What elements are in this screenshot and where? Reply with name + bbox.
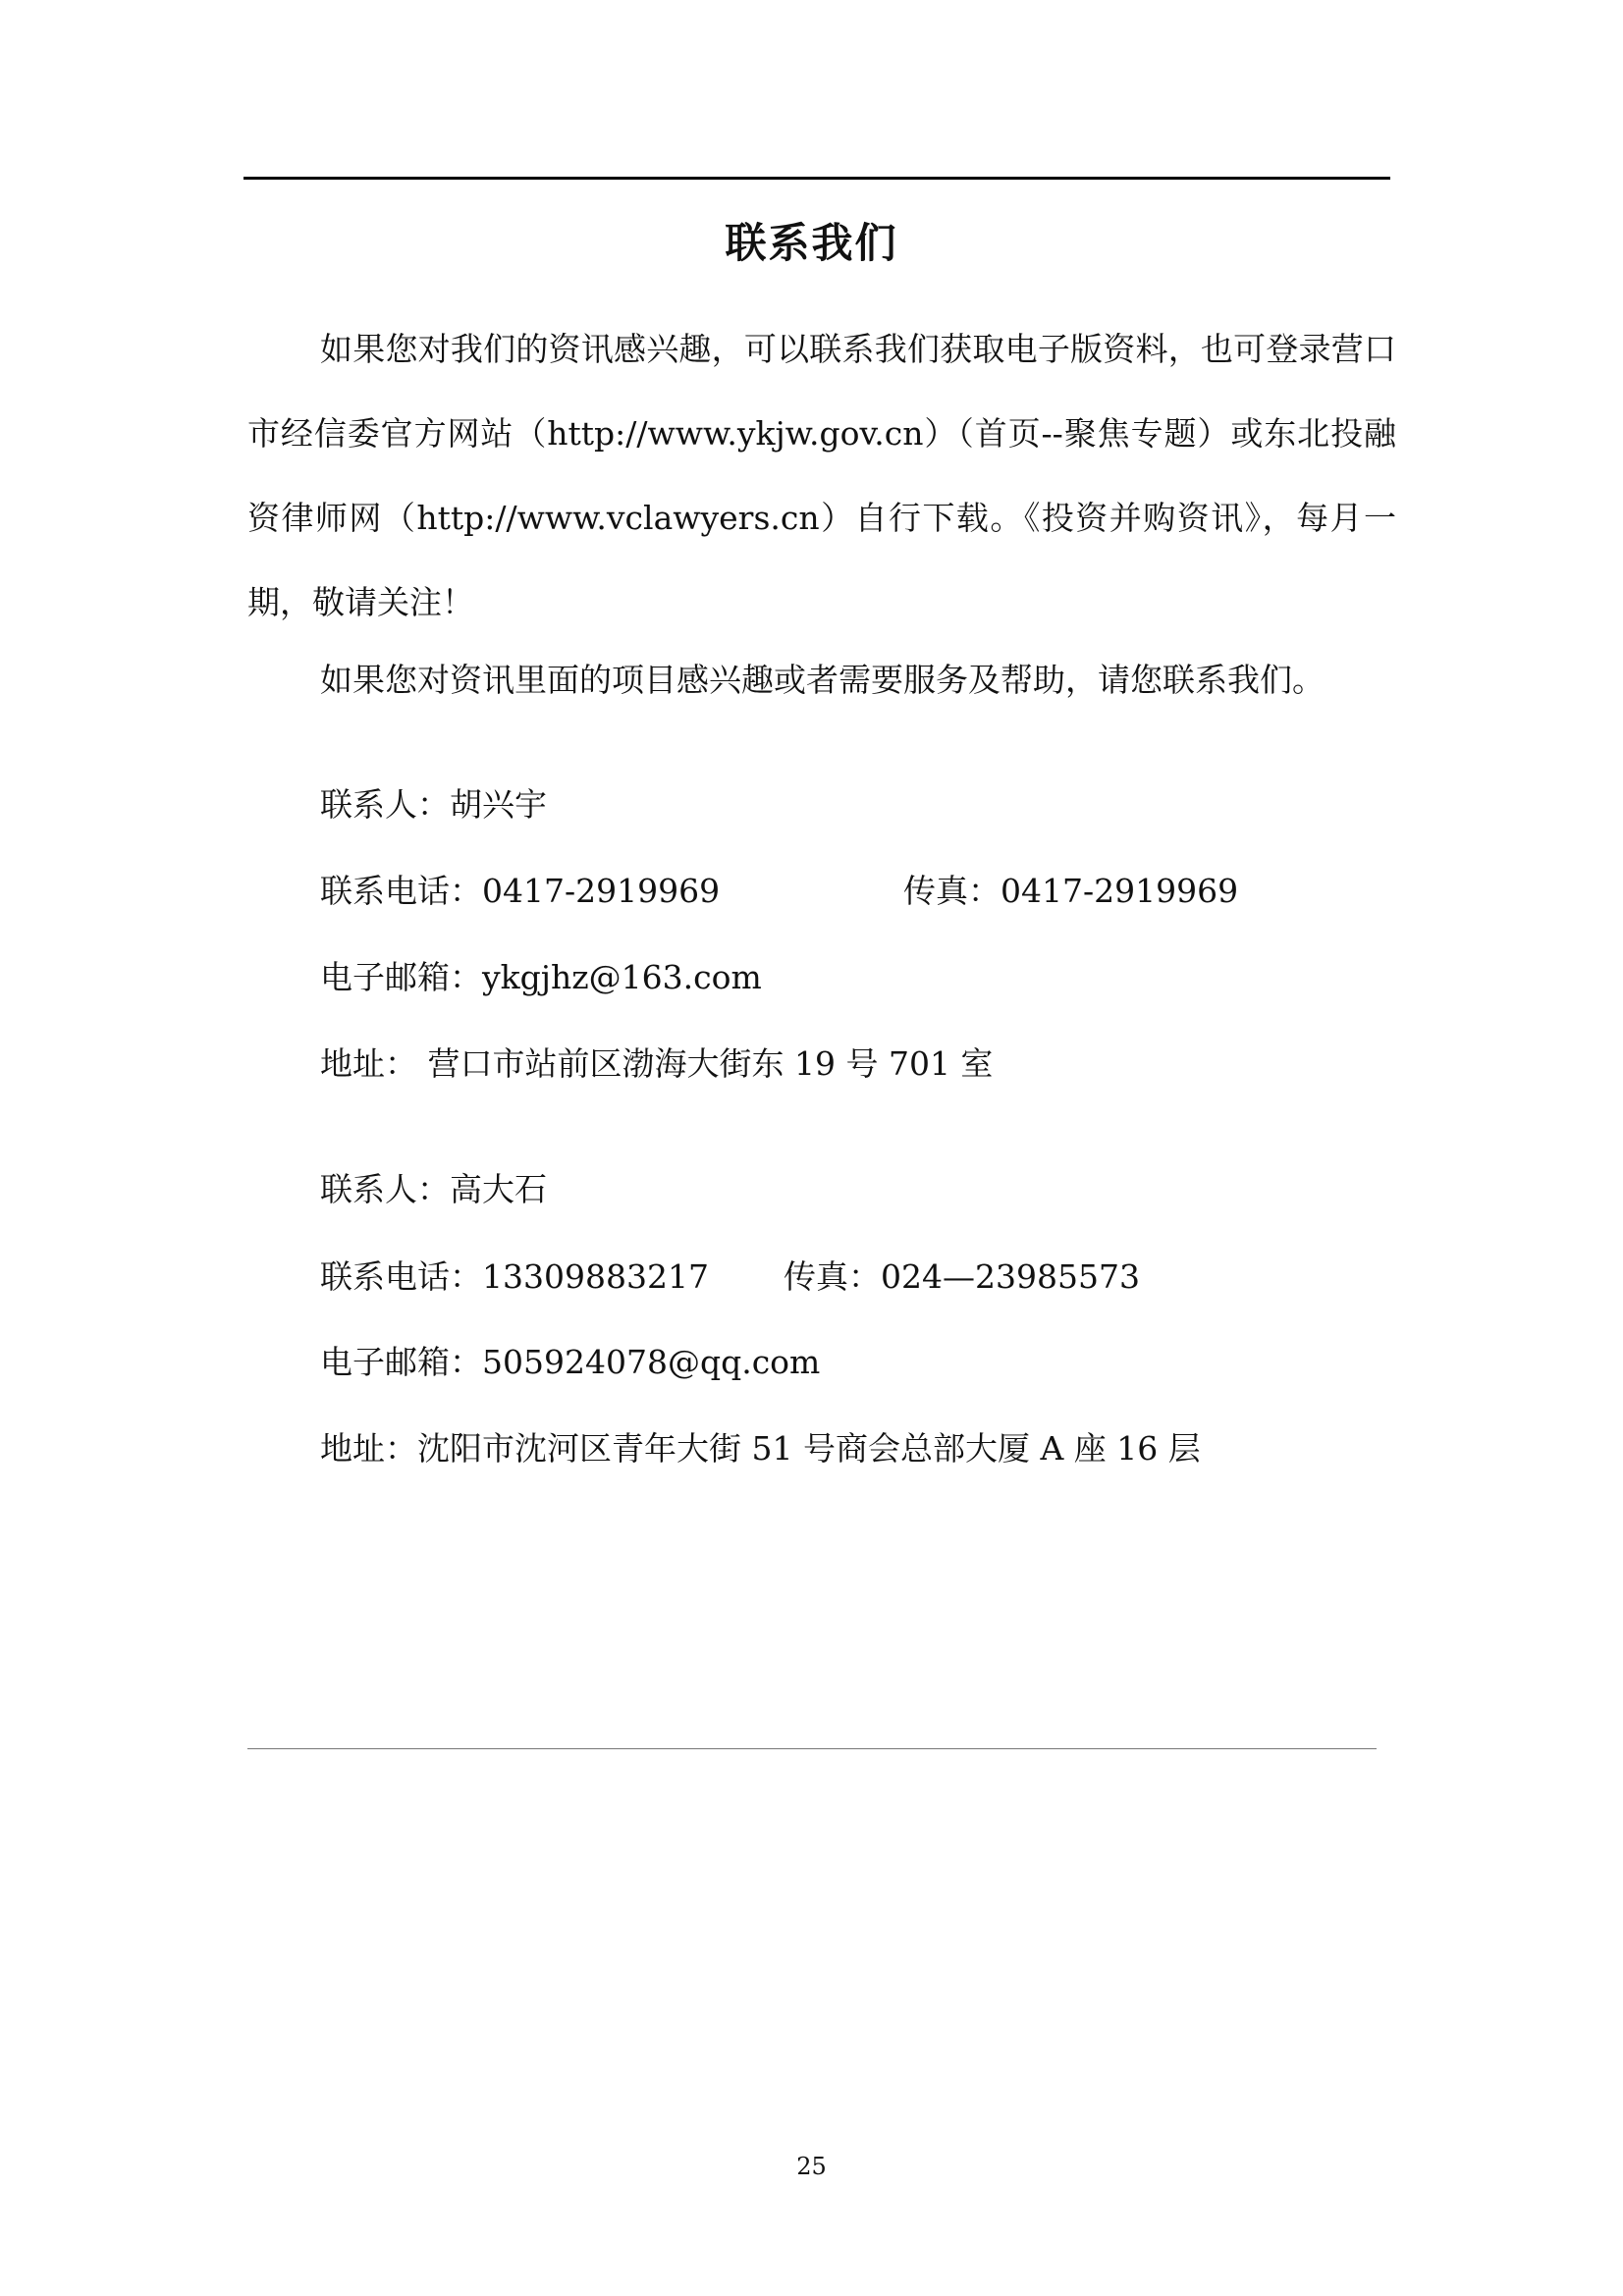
page-number: 25 [796,2153,827,2180]
header-rule [243,177,1390,180]
contact-2-fax: 传真：024—23985573 [784,1257,1140,1296]
contact-2-phone: 联系电话：13309883217 [320,1257,709,1296]
contact-1-phone: 联系电话：0417-2919969 [320,872,721,910]
contact-1-fax: 传真：0417-2919969 [903,872,1239,910]
contact-2-person: 联系人：高大石 [320,1170,547,1208]
contact-1-email: 电子邮箱：ykgjhz@163.com [320,958,762,996]
contact-1-address: 地址： 营口市站前区渤海大街东 19 号 701 室 [320,1044,994,1083]
contact-1-person: 联系人：胡兴宇 [320,785,547,824]
help-paragraph: 如果您对资讯里面的项目感兴趣或者需要服务及帮助，请您联系我们。 [320,661,1325,699]
footer-rule [247,1748,1377,1749]
contact-2-email: 电子邮箱：505924078@qq.com [320,1343,821,1381]
intro-paragraph: 如果您对我们的资讯感兴趣，可以联系我们获取电子版资料，也可登录营口市经信委官方网站（http://www.ykjw.gov.cn）（首页--聚焦专题）或东北投融资律师网（http://www.vclawyers.cn）自行下载。《投资并购资讯》，每月一期，敬请关注！ [247,330,1396,621]
contact-2-address: 地址：沈阳市沈河区青年大街 51 号商会总部大厦 A 座 16 层 [320,1429,1201,1468]
page-title: 联系我们 [725,219,898,267]
